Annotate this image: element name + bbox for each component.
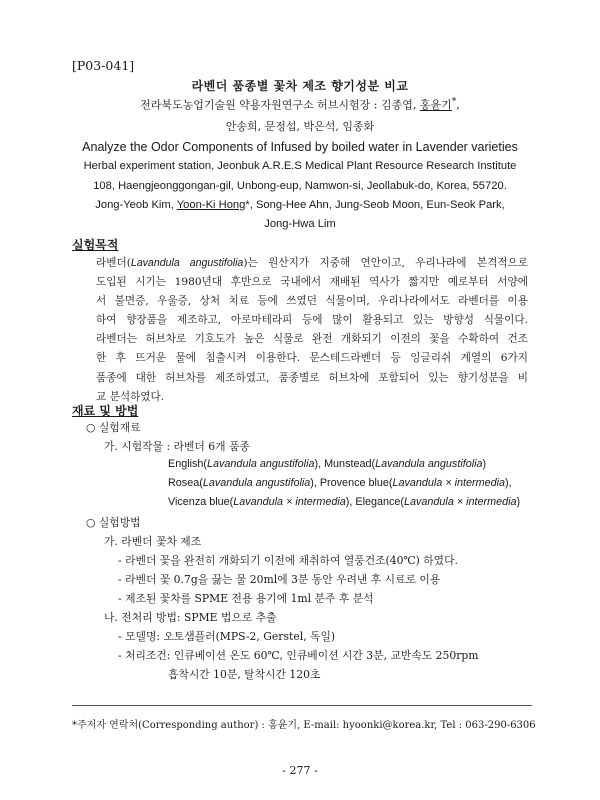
- korean-affiliation-text: 전라북도농업기술원 약용자원연구소 허브시험장 : 김종엽,: [140, 98, 420, 112]
- scientific-name: Lavandula angustifolia: [375, 458, 483, 470]
- methods-heading: 재료 및 방법: [72, 404, 139, 418]
- variety-text: ): [482, 458, 487, 470]
- variety-text: ), Elegance(: [345, 496, 404, 508]
- variety-text: ): [516, 496, 521, 508]
- korean-affiliation-comma: ,: [456, 98, 460, 112]
- english-authors-pre: Jong-Yeob Kim,: [95, 199, 177, 211]
- variety-line-1: [168, 458, 486, 470]
- abstract-code: [P03-041]: [72, 58, 135, 73]
- scientific-name: Lavandula angustifolia: [207, 458, 315, 470]
- paragraph-line: 라벤더는 허브차로 기호도가 높은 식물로 완전 개화되기 이전의 꽃을 수확하여 건조: [96, 333, 528, 346]
- method-step: - 처리조건: 인큐베이션 온도 60℃, 인큐베이션 시간 3분, 교반속도 250rpm: [118, 649, 479, 662]
- paragraph-line: 하여 향장품을 제조하고, 아로마테라피 등에 많이 활용되고 있는 방향성 식물이다.: [96, 314, 528, 327]
- variety-line-2: [168, 477, 512, 489]
- footnote: *주저자 연락처(Corresponding author) : 홍윤기, E-mail: hyoonki@korea.kr, Tel : 063-290-6306: [72, 720, 536, 731]
- variety-line-3: [168, 496, 520, 508]
- scientific-name: Lavandula angustifolia: [202, 477, 311, 489]
- paragraph-line: 교 분석하였다.: [96, 390, 165, 403]
- method-step-continued: 흡착시간 10분, 탈착시간 120초: [168, 668, 321, 681]
- english-authors: [0, 199, 600, 211]
- method-step: - 제조된 꽃차를 SPME 전용 용기에 1ml 분주 후 분석: [118, 592, 374, 605]
- method-step: - 모델명: 오토샘플러(MPS-2, Gerstel, 독일): [118, 630, 336, 643]
- objective-paragraph: [96, 254, 528, 407]
- scientific-name: Lavandula × intermedia: [392, 477, 506, 489]
- korean-affiliation: [0, 96, 600, 113]
- english-affiliation: Herbal experiment station, Jeonbuk A.R.E.S Medical Plant Resource Research Institute: [83, 160, 517, 172]
- paragraph-line: 도입된 시기는 1980년대 후반으로 국내에서 재배된 역사가 짧지만 예로부터 서양에: [96, 276, 528, 289]
- variety-text: Rosea(: [168, 477, 203, 489]
- korean-title: 라벤더 품종별 꽃차 제조 향기성분 비교: [191, 79, 409, 93]
- english-authors-post: *, Song-Hee Ahn, Jung-Seob Moon, Eun-Seok Park,: [245, 199, 505, 211]
- method-step: - 라벤더 꽃을 완전히 개화되기 이전에 채취하여 열풍건조(40℃) 하였다.: [118, 554, 458, 567]
- paragraph-line: 품종에 대한 허브차를 제조하였고, 품종별로 허브차에 포함되어 있는 향기성분을 비: [96, 371, 528, 384]
- paragraph-line: 한 후 뜨거운 물에 침출시켜 이용한다. 문스테드라벤더 등 잉글리쉬 계열의 6가지: [96, 352, 528, 365]
- variety-text: English(: [168, 458, 208, 470]
- corresponding-author-english: Yoon-Ki Hong: [176, 199, 246, 211]
- english-authors-line2: Jong-Hwa Lim: [264, 218, 336, 230]
- scientific-name: Lavandula × intermedia: [404, 496, 517, 508]
- bullet-methods: ○ 실험방법: [86, 516, 141, 529]
- bullet-materials: ○ 실험재료: [86, 421, 141, 434]
- variety-text: Vicenza blue(: [168, 496, 234, 508]
- english-address: 108, Haengjeonggongan-gil, Unbong-eup, Namwon-si, Jeollabuk-do, Korea, 55720.: [93, 180, 507, 192]
- method-step: - 라벤더 꽃 0.7g을 끓는 물 20ml에 3분 동안 우려낸 후 시료로 이용: [118, 573, 441, 586]
- variety-text: ), Munstead(: [314, 458, 376, 470]
- variety-text: ), Provence blue(: [310, 477, 393, 489]
- corresponding-author-korean: 홍윤기: [419, 98, 452, 112]
- paragraph-line: 라벤더(Lavandula angustifolia)는 원산지가 지중해 연안이고, 우리나라에 본격적으로: [96, 257, 528, 269]
- method-pretreatment-heading: 나. 전처리 방법: SPME 법으로 추출: [104, 611, 277, 624]
- scientific-name: Lavandula × intermedia: [233, 496, 346, 508]
- english-title: Analyze the Odor Components of Infused by boiled water in Lavender varieties: [82, 140, 518, 154]
- paragraph-line: 서 불면증, 우울증, 상처 치료 등에 쓰였던 식물이며, 우리나라에서도 라벤더를 이용: [96, 295, 528, 308]
- test-crop-line: 가. 시험작물 : 라벤더 6개 품종: [104, 440, 250, 453]
- footnote-divider: [72, 705, 532, 706]
- korean-authors: 안송희, 문정섭, 박은석, 임종화: [225, 120, 375, 133]
- corresponding-mark: *: [451, 96, 457, 107]
- page-number: - 277 -: [282, 764, 318, 777]
- method-tea-heading: 가. 라벤더 꽃차 제조: [104, 535, 202, 548]
- variety-text: ),: [505, 477, 512, 489]
- objective-heading: 실험목적: [72, 238, 119, 252]
